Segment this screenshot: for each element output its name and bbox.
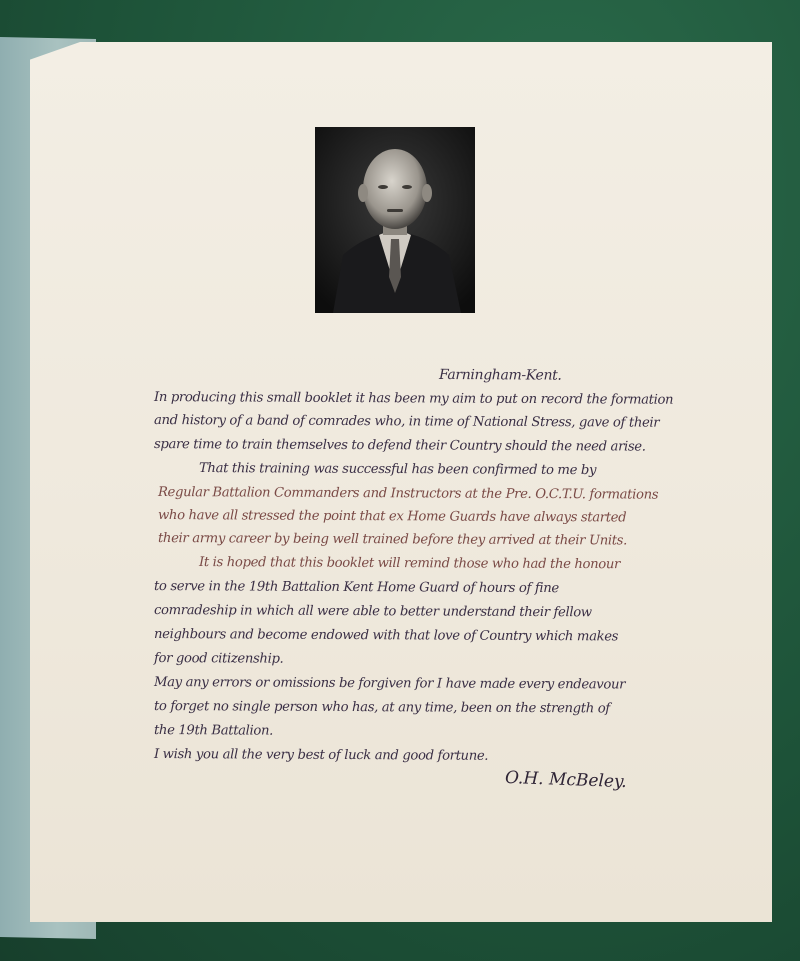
letter-line: their army career by being well trained before they arrived at their Units. xyxy=(157,531,628,549)
letter-line: the 19th Battalion. xyxy=(153,723,274,739)
letter-line: May any errors or omissions be forgiven for I have made every endeavour xyxy=(153,675,626,693)
portrait-photo xyxy=(315,127,475,313)
letter-place: Farningham-Kent. xyxy=(438,367,562,384)
letter-line: neighbours and become endowed with that love of Country which makes xyxy=(153,627,619,645)
letter-line: That this training was successful has been confirmed to me by xyxy=(198,461,597,479)
letter-line: spare time to train themselves to defend their Country should the need arise. xyxy=(153,437,646,455)
letter-line: comradeship in which all were able to better understand their fellow xyxy=(153,603,592,621)
letter-line: to serve in the 19th Battalion Kent Home Guard of hours of fine xyxy=(153,579,559,597)
letter-line: In producing this small booklet it has been my aim to put on record the formation xyxy=(153,390,674,408)
letter-line: to forget no single person who has, at any time, been on the strength of xyxy=(153,699,610,717)
letter-line: It is hoped that this booklet will remind those who had the honour xyxy=(198,555,621,573)
letter-line: Regular Battalion Commanders and Instructors at the Pre. O.C.T.U. formations xyxy=(157,485,659,503)
letter-line: and history of a band of comrades who, in time of National Stress, gave of their xyxy=(153,413,660,431)
letter-line: for good citizenship. xyxy=(153,651,284,667)
letter-line: who have all stressed the point that ex Home Guards have always started xyxy=(157,508,627,526)
letter-line: I wish you all the very best of luck and good fortune. xyxy=(153,747,489,764)
signature: O.H. McBeley. xyxy=(504,767,628,793)
